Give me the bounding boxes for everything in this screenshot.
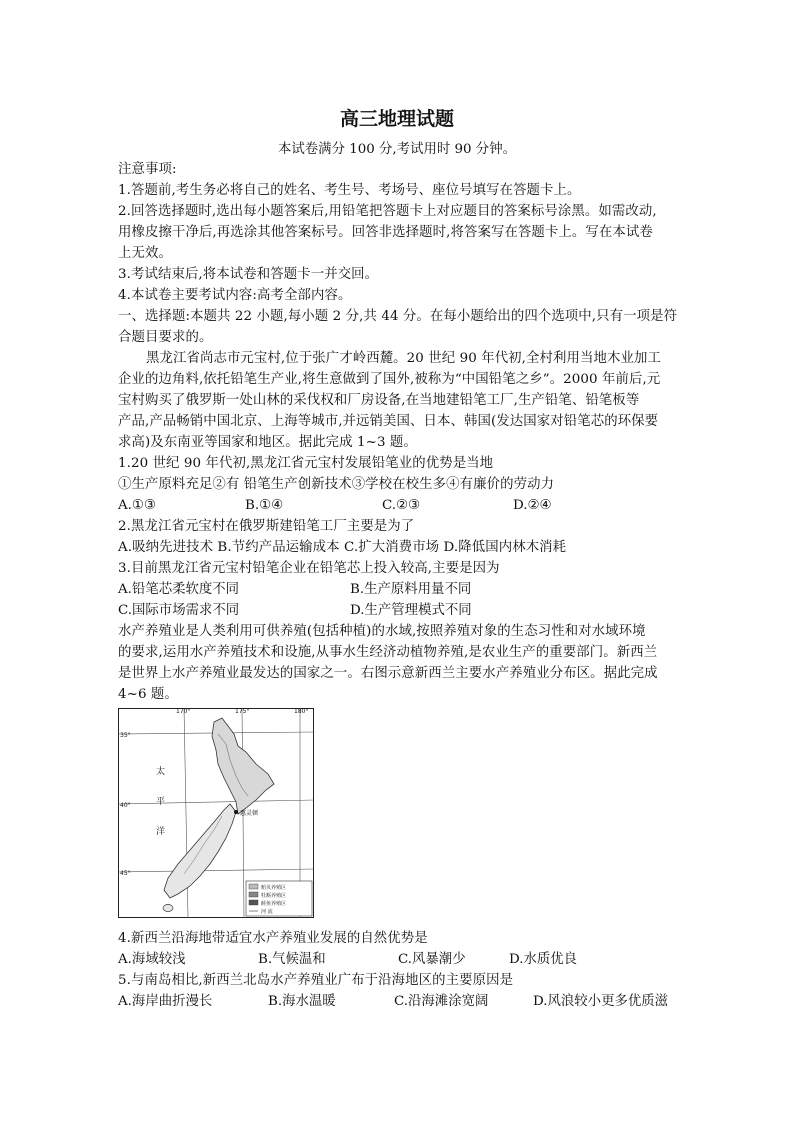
lat-label-40: 40° [120, 802, 131, 809]
legend-salmon: 鲑鱼养殖区 [261, 901, 287, 907]
passage-1-line-1: 黑龙江省尚志市元宝村,位于张广才岭西麓。20 世纪 90 年代初,全村利用当地木业加工 [146, 351, 661, 366]
notice-item-2-line-2: 用橡皮擦干净后,再选涂其他答案标号。回答非选择题时,将答案写在答题卡上。写在本试卷 [118, 225, 653, 240]
passage-2-line-3: 是世界上水产养殖业最发达的国家之一。右图示意新西兰主要水产养殖业分布区。据此完成 [118, 666, 658, 681]
map-legend [246, 881, 312, 916]
question-1-option-a: A.①③ [118, 498, 156, 513]
question-4-option-d: D.水质优良 [509, 952, 578, 967]
new-zealand-aquaculture-map [118, 704, 314, 918]
legend-oyster: 牡蛎养殖区 [261, 893, 287, 899]
lat-label-35: 35° [120, 732, 131, 739]
question-4-option-a: A.海域较浅 [118, 952, 186, 967]
passage-1-line-3: 宝村购买了俄罗斯一处山林的采伐权和厂房设备,在当地建铅笔工厂,生产铅笔、铅笔板等 [118, 393, 640, 408]
passage-1-line-5: 求高)及东南亚等国家和地区。据此完成 1~3 题。 [118, 435, 417, 450]
question-3-option-b: B.生产原料用量不同 [350, 582, 472, 597]
lon-label-180: 180° [294, 708, 309, 715]
question-1-option-c: C.②③ [382, 498, 421, 513]
notice-item-2-line-3: 上无效。 [118, 246, 172, 261]
notice-item-1: 1.答题前,考生务必将自己的姓名、考生号、考场号、座位号填写在答题卡上。 [118, 183, 581, 198]
passage-2-line-2: 的要求,运用水产养殖技术和设施,从事水生经济动植物养殖,是农业生产的重要部门。新西兰 [118, 645, 658, 660]
legend-mussel: 贻贝养殖区 [261, 885, 287, 891]
notice-item-3: 3.考试结束后,将本试卷和答题卡一并交回。 [118, 267, 379, 282]
stewart-island [163, 905, 173, 912]
question-4-option-c: C.风暴潮少 [398, 952, 466, 967]
question-3-option-c: C.国际市场需求不同 [118, 603, 240, 618]
wellington-marker [234, 810, 238, 814]
question-5-option-a: A.海岸曲折漫长 [118, 994, 213, 1009]
question-1-option-d: D.②④ [513, 498, 552, 513]
passage-1-line-2: 企业的边角料,依托铅笔生产业,将生意做到了国外,被称为“中国铅笔之乡”。2000 年前后,元 [118, 372, 661, 387]
exam-info: 本试卷满分 100 分,考试用时 90 分钟。 [278, 142, 516, 157]
question-5-option-d: D.风浪较小更多优质滋 [533, 994, 669, 1009]
notice-heading: 注意事项: [118, 162, 177, 177]
question-2-stem: 2.黑龙江省元宝村在俄罗斯建铅笔工厂主要是为了 [118, 519, 415, 534]
section-1-line-2: 合题目要求的。 [118, 330, 213, 345]
page-title: 高三地理试题 [339, 108, 454, 130]
ocean-label-3: 洋 [156, 827, 166, 837]
question-3-option-a: A.铅笔芯柔软度不同 [118, 582, 240, 597]
legend-river: 河 流 [261, 909, 273, 915]
question-5-stem: 5.与南岛相比,新西兰北岛水产养殖业广布于沿海地区的主要原因是 [118, 973, 514, 988]
wellington-label: 惠灵顿 [240, 810, 259, 817]
question-5-option-b: B.海水温暖 [268, 994, 336, 1009]
question-1-stem: 1.20 世纪 90 年代初,黑龙江省元宝村发展铅笔业的优势是当地 [118, 456, 494, 471]
section-1-line-1: 一、选择题:本题共 22 小题,每小题 2 分,共 44 分。在每小题给出的四个选项中,只有一项是符 [118, 309, 678, 324]
notice-item-2-line-1: 2.回答选择题时,选出每小题答案后,用铅笔把答题卡上对应题目的答案标号涂黑。如需改动, [118, 204, 657, 219]
ocean-label-1: 太 [156, 767, 166, 777]
question-1-items: ①生产原料充足②有 铅笔生产创新技术③学校在校生多④有廉价的劳动力 [118, 477, 555, 492]
question-2-options: A.吸纳先进技术 B.节约产品运输成本 C.扩大消费市场 D.降低国内林木消耗 [118, 540, 567, 555]
question-3-option-d: D.生产管理模式不同 [350, 603, 472, 618]
lon-label-175: 175° [235, 708, 250, 715]
ocean-label-2: 平 [156, 797, 166, 807]
notice-item-4: 4.本试卷主要考试内容:高考全部内容。 [118, 288, 352, 303]
question-5-option-c: C.沿海滩涂宽阔 [394, 994, 489, 1009]
passage-2-line-4: 4~6 题。 [118, 687, 178, 702]
question-4-option-b: B.气候温和 [258, 952, 326, 967]
question-3-stem: 3.目前黑龙江省元宝村铅笔企业在铅笔芯上投入较高,主要是因为 [118, 561, 500, 576]
passage-1-line-4: 产品,产品畅销中国北京、上海等城市,并远销美国、日本、韩国(发达国家对铅笔芯的环保要 [118, 414, 659, 429]
passage-2-line-1: 水产养殖业是人类利用可供养殖(包括种植)的水域,按照养殖对象的生态习性和对水域环境 [118, 624, 646, 639]
lat-label-45: 45° [120, 870, 131, 877]
question-1-option-b: B.①④ [245, 498, 284, 513]
lon-label-170: 170° [176, 708, 191, 715]
question-4-stem: 4.新西兰沿海地带适宜水产养殖业发展的自然优势是 [118, 931, 428, 946]
